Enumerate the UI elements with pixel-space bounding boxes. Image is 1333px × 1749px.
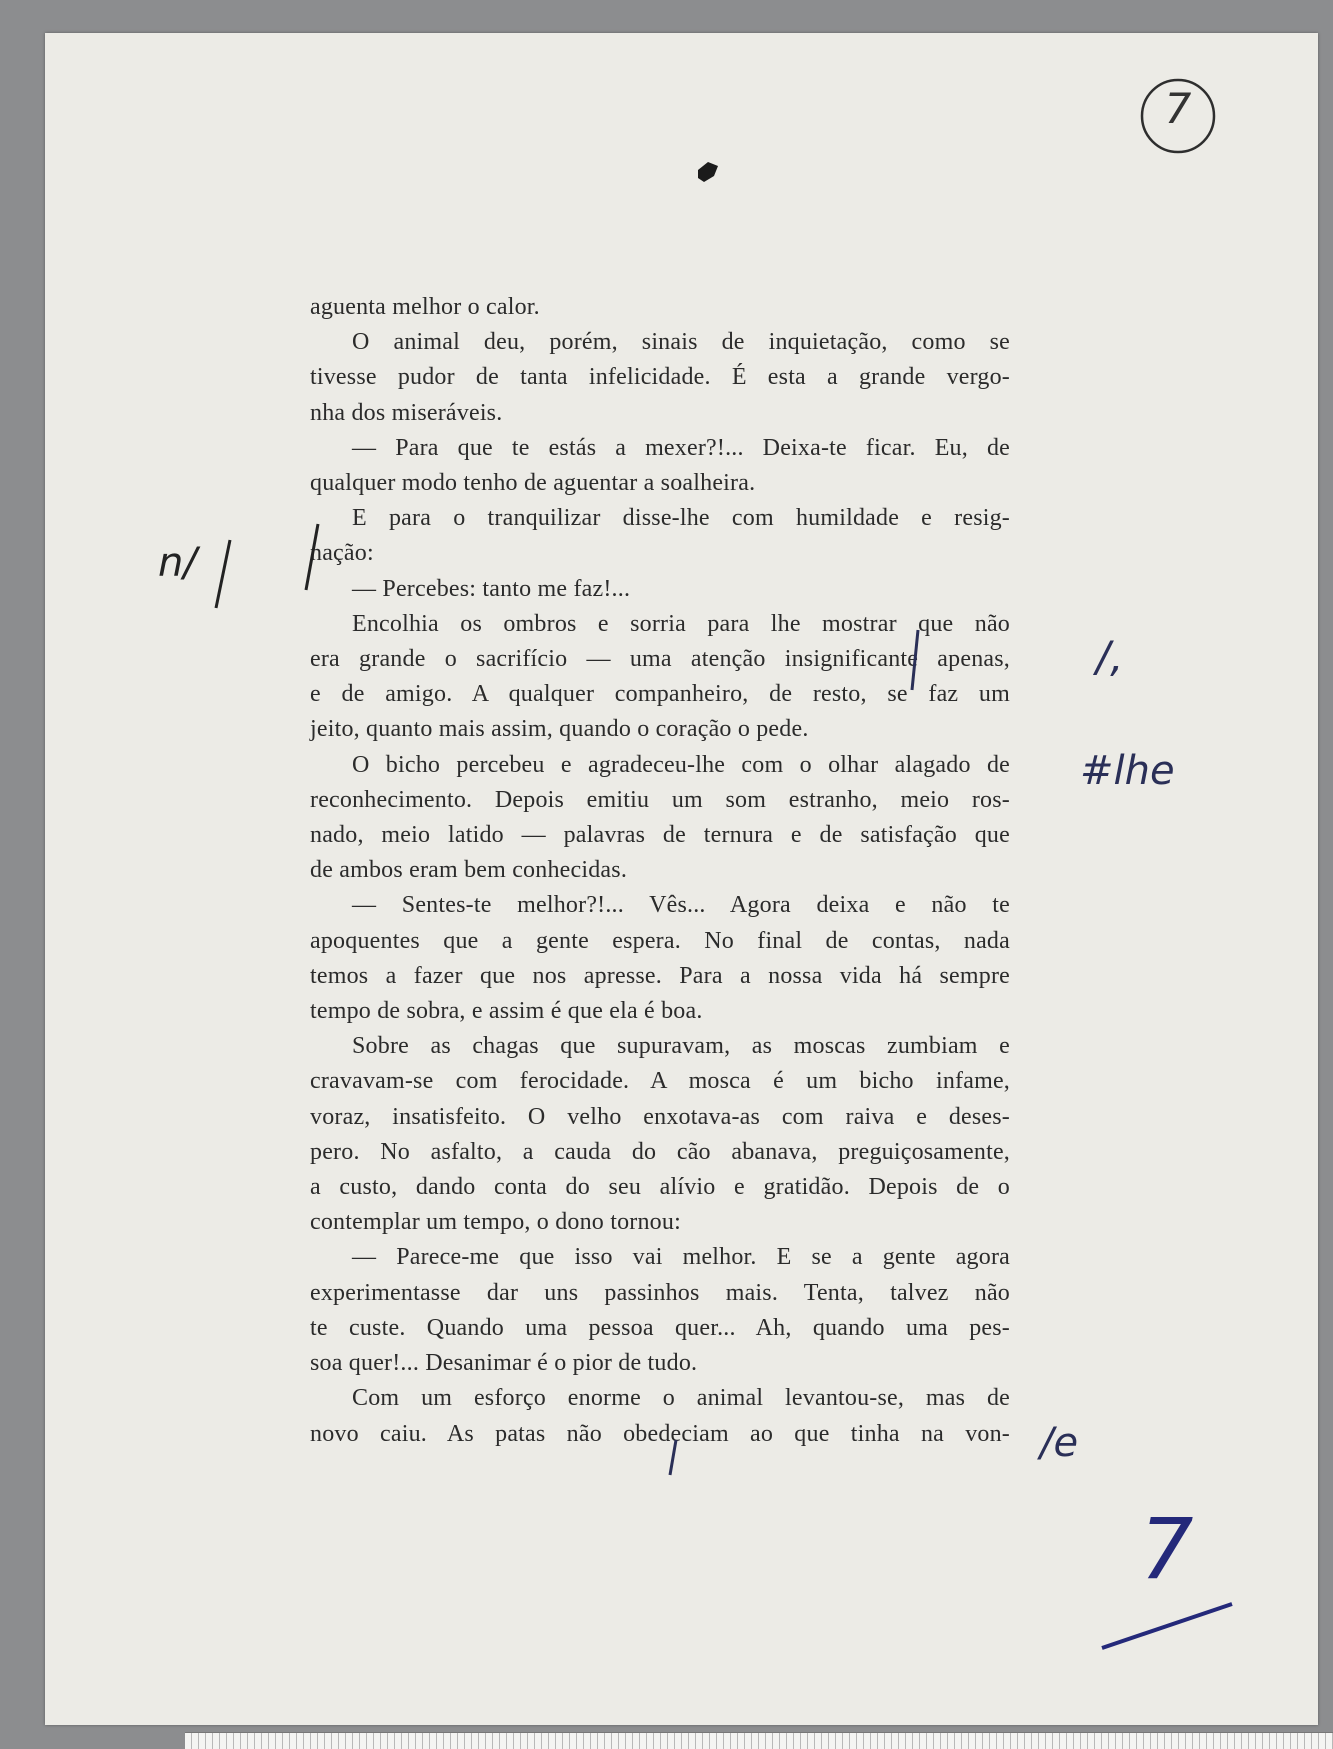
text-line: — Sentes-te melhor?!... Vês... Agora deixa e não te xyxy=(352,892,1010,919)
text-line: te custe. Quando uma pessoa quer... Ah, quando uma pes- xyxy=(310,1314,1010,1341)
text-line: era grande o sacrifício — uma atenção insignificante apenas, xyxy=(310,646,1010,673)
margin-note-right-2: #lhe xyxy=(1080,748,1175,794)
text-line: Sobre as chagas que supuravam, as moscas zumbiam e xyxy=(352,1033,1010,1060)
text-line: jeito, quanto mais assim, quando o coração o pede. xyxy=(310,716,809,743)
text-line: tivesse pudor de tanta infelicidade. É esta a grande vergo- xyxy=(310,364,1010,391)
ink-blot xyxy=(694,158,724,188)
text-line: experimentasse dar uns passinhos mais. Tenta, talvez não xyxy=(310,1279,1010,1306)
text-line: temos a fazer que nos apresse. Para a nossa vida há sempre xyxy=(310,962,1010,989)
scan-ruler xyxy=(185,1732,1333,1749)
text-line: de ambos eram bem conhecidas. xyxy=(310,857,628,884)
text-line: nha dos miseráveis. xyxy=(310,399,503,426)
text-line: — Para que te estás a mexer?!... Deixa-te ficar. Eu, de xyxy=(352,434,1010,461)
text-line: O animal deu, porém, sinais de inquietação, como se xyxy=(352,329,1010,356)
text-line: cravavam-se com ferocidade. A mosca é um bicho infame, xyxy=(310,1068,1010,1095)
text-line: novo caiu. As patas não obedeciam ao que tinha na von- xyxy=(310,1420,1010,1447)
margin-note-right-1: /, xyxy=(1096,632,1124,681)
text-line: O bicho percebeu e agradeceu-lhe com o olhar alagado de xyxy=(352,751,1010,778)
text-line: — Parece-me que isso vai melhor. E se a gente agora xyxy=(352,1244,1010,1271)
margin-note-left: n/ xyxy=(158,540,197,586)
text-line: nação: xyxy=(310,540,374,567)
text-line: contemplar um tempo, o dono tornou: xyxy=(310,1209,681,1236)
text-line: voraz, insatisfeito. O velho enxotava-as com raiva e deses- xyxy=(310,1103,1010,1130)
text-line: pero. No asfalto, a cauda do cão abanava, preguiçosamente, xyxy=(310,1138,1010,1165)
margin-note-right-3: /e xyxy=(1040,1420,1079,1466)
text-line: soa quer!... Desanimar é o pior de tudo. xyxy=(310,1350,698,1377)
text-line: e de amigo. A qualquer companheiro, de resto, se faz um xyxy=(310,681,1010,708)
text-line: Com um esforço enorme o animal levantou-se, mas de xyxy=(352,1385,1010,1412)
page-number: 7 xyxy=(1164,84,1192,133)
text-line: aguenta melhor o calor. xyxy=(310,294,540,320)
body-text xyxy=(310,290,1010,1452)
text-line: apoquentes que a gente espera. No final de contas, nada xyxy=(310,927,1010,954)
text-line: qualquer modo tenho de aguentar a soalheira. xyxy=(310,470,756,497)
text-line: — Percebes: tanto me faz!... xyxy=(352,575,631,602)
text-line: Encolhia os ombros e sorria para lhe mostrar que não xyxy=(352,610,1010,637)
text-line: a custo, dando conta do seu alívio e gratidão. Depois de o xyxy=(310,1174,1010,1201)
text-line: nado, meio latido — palavras de ternura e de satisfação que xyxy=(310,822,1010,849)
margin-note-bottom-number: 7 xyxy=(1140,1500,1194,1598)
text-line: tempo de sobra, e assim é que ela é boa. xyxy=(310,998,703,1025)
text-line: reconhecimento. Depois emitiu um som estranho, meio ros- xyxy=(310,786,1010,813)
text-line: E para o tranquilizar disse-lhe com humildade e resig- xyxy=(352,505,1010,532)
